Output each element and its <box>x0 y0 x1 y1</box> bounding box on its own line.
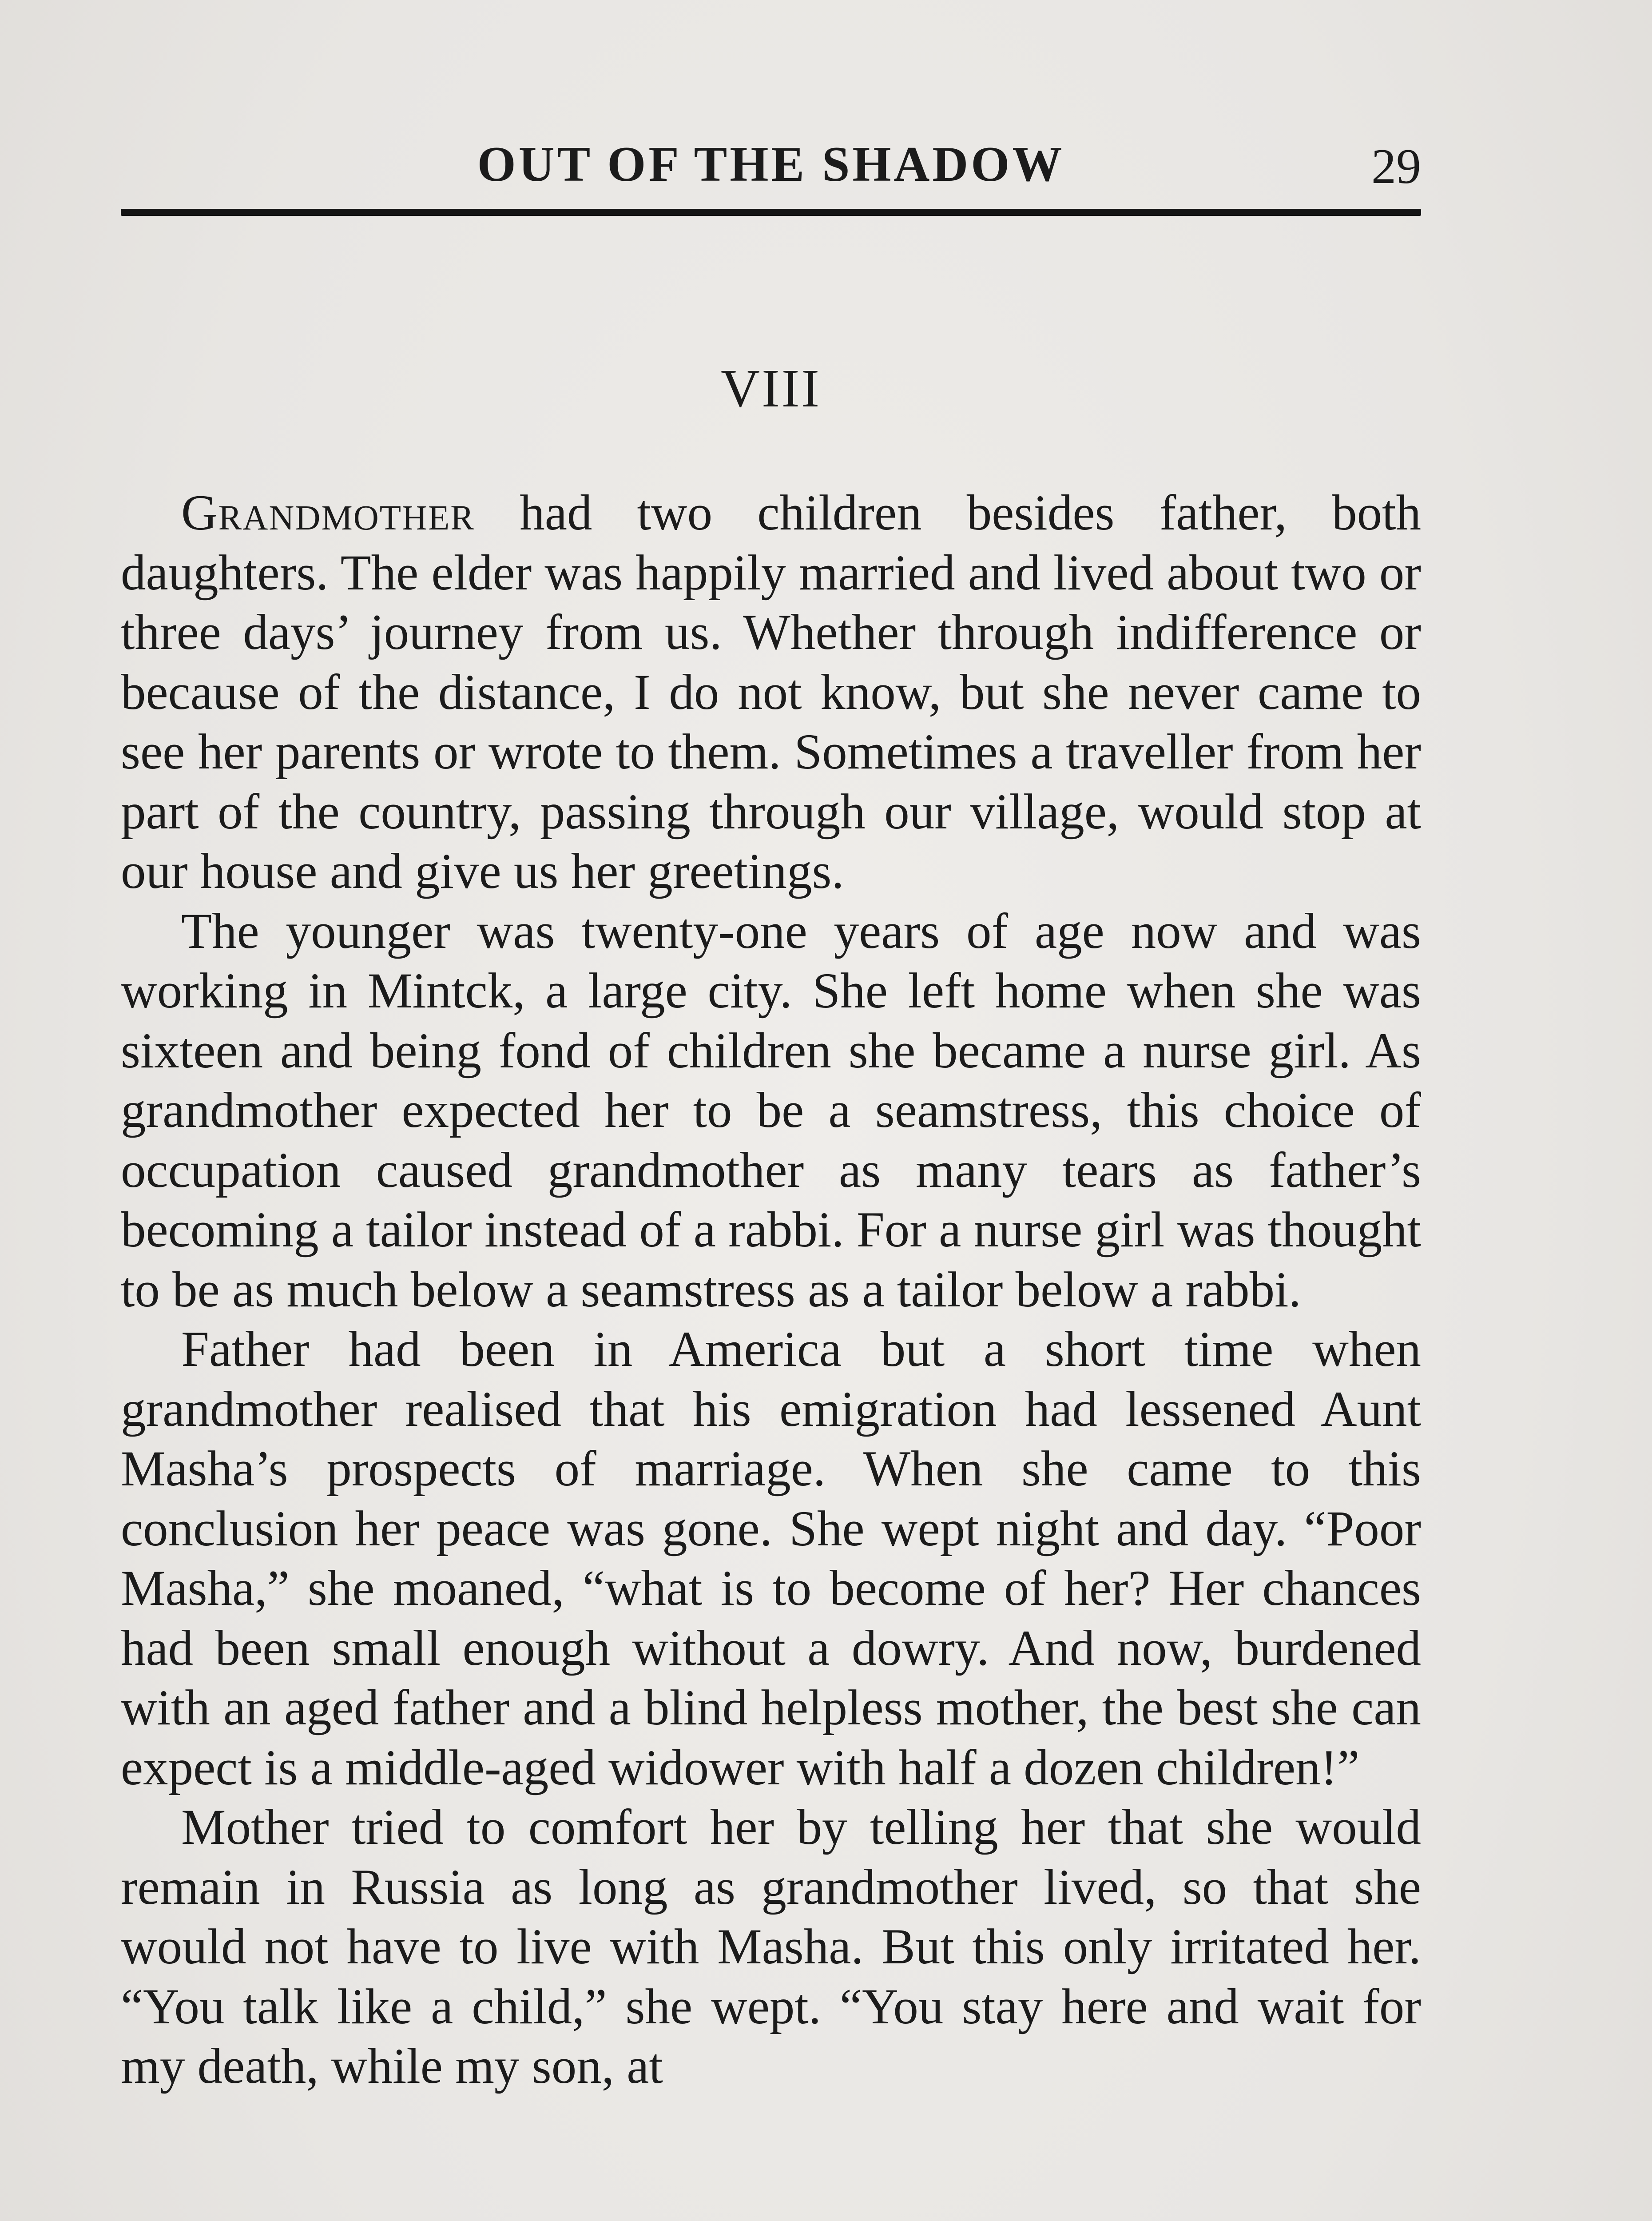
body-text <box>121 483 1421 2097</box>
page-number: 29 <box>1371 139 1421 194</box>
paragraph-2: The younger was twenty-one years of age now and was working in Mintck, a large city. She left home when she was sixteen and being fond of children she became a nurse girl. As grandmother expected her to be a seamstress, this choice of occupation caused grandmother as many tears as father’s becoming a tailor instead of a rabbi. For a nurse girl was thought to be as much below a seamstress as a tailor below a rabbi. <box>121 903 1421 1317</box>
paragraph-lead-word: Grandmother <box>181 485 475 541</box>
paragraph-4: Mother tried to comfort her by telling her that she would remain in Russia as long as grandmother lived, so that she would not have to live with Masha. But this only irritated her. “You talk like a child,” she wept. “You stay here and wait for my death, while my son, at <box>121 1799 1421 2094</box>
page-header <box>121 133 1421 195</box>
paragraph-3: Father had been in America but a short time when grandmother realised that his emigration had lessened Aunt Masha’s prospects of marriage. When she came to this conclusion her peace was gone. She wept night and day. “Poor Masha,” she moaned, “what is to become of her? Her chances had been small enough without a dowry. And now, burdened with an aged father and a blind helpless mother, the best she can expect is a middle-aged widower with half a dozen children!” <box>121 1321 1421 1795</box>
paragraph-1-text: had two children besides father, both daughters. The elder was happily married and lived about two or three days’ journey from us. Whether through indifference or because of the distance, I do not know, but she never came to see her parents or wrote to them. Sometimes a traveller from her part of the country, passing through our village, would stop at our house and give us her greetings. <box>121 485 1421 899</box>
header-rule <box>121 209 1421 216</box>
running-title: OUT OF THE SHADOW <box>477 137 1065 192</box>
paragraph-1 <box>121 483 1421 902</box>
chapter-number: VIII <box>721 358 821 418</box>
